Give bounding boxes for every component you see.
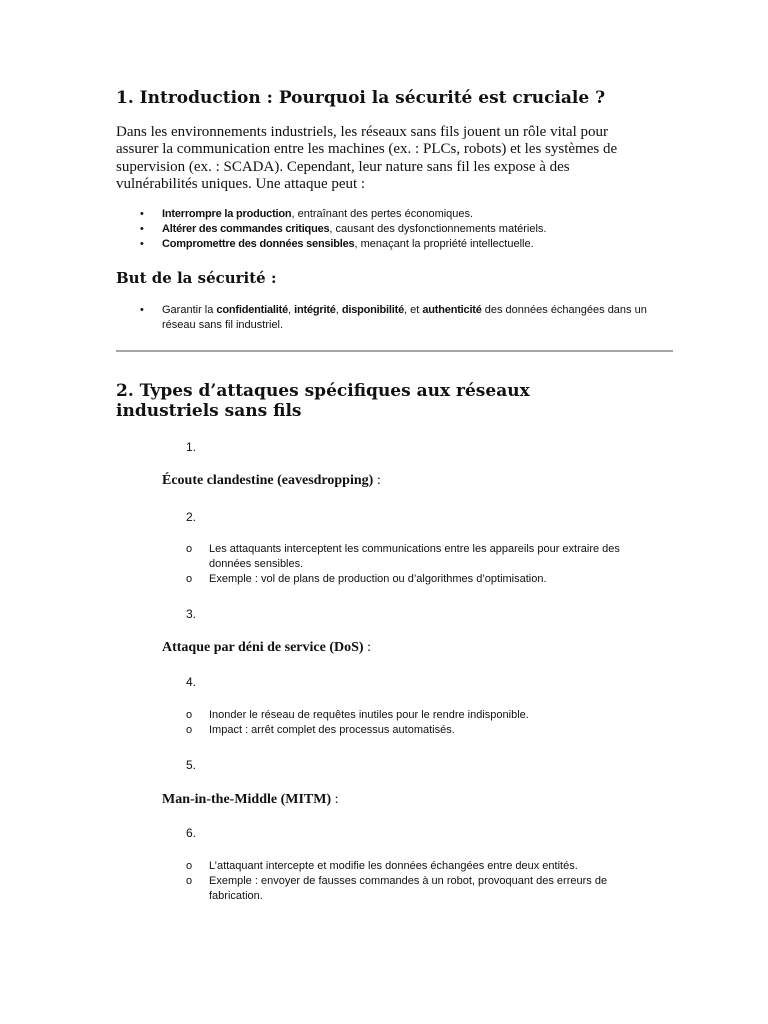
list-item: o L’attaquant intercepte et modifie les données échangées entre deux entités.: [186, 860, 578, 872]
list-number: 1.: [186, 440, 197, 454]
list-item: • Interrompre la production, entraînant des pertes économiques.: [140, 208, 474, 220]
circle-bullet-icon: o: [186, 724, 193, 736]
list-number: 6.: [186, 826, 197, 840]
list-number: 4.: [186, 675, 197, 689]
list-item: • Altérer des commandes critiques, causant des dysfonctionnements matériels.: [140, 223, 547, 235]
bullet-icon: •: [140, 208, 144, 220]
circle-bullet-icon: o: [186, 860, 193, 872]
list-item: • Compromettre des données sensibles, menaçant la propriété intellectuelle.: [140, 238, 534, 250]
list-number: 2.: [186, 510, 197, 524]
bullet-icon: •: [140, 223, 144, 235]
list-item: o Exemple : vol de plans de production ou d’algorithmes d’optimisation.: [186, 573, 547, 585]
circle-bullet-icon: o: [186, 709, 193, 721]
list-item: o Inonder le réseau de requêtes inutiles pour le rendre indisponible.: [186, 709, 529, 721]
impact-list: [116, 207, 676, 252]
circle-bullet-icon: o: [186, 573, 193, 585]
section2-heading: 2. Types d’attaques spécifiques aux réseaux industriels sans fils: [116, 381, 530, 421]
attack-details-list: [162, 542, 642, 587]
goal-heading: But de la sécurité :: [116, 269, 277, 287]
list-number: 5.: [186, 758, 197, 772]
intro-paragraph: Dans les environnements industriels, les réseaux sans fils jouent un rôle vital pour assurer la communication entre les machines (ex. : PLCs, robots) et les systèmes de supervision (ex. : SCADA). Cependant, leur nature sans fil les expose à des vulnérabilités uniques. Une attaque peut :: [116, 124, 618, 192]
list-item: o Les attaquants interceptent les communications entre les appareils pour extraire des données sensibles.: [186, 543, 620, 570]
horizontal-divider: [116, 350, 673, 352]
bullet-icon: •: [140, 304, 144, 316]
attack-title: Man-in-the-Middle (MITM) :: [162, 792, 339, 807]
circle-bullet-icon: o: [186, 875, 193, 887]
attack-title: Attaque par déni de service (DoS) :: [162, 640, 371, 655]
circle-bullet-icon: o: [186, 543, 193, 555]
list-item: • Garantir la confidentialité, intégrité, disponibilité, et authenticité des données échangées dans un réseau sans fil industriel.: [140, 304, 647, 331]
attack-details-list: [162, 708, 642, 738]
attack-title: Écoute clandestine (eavesdropping) :: [162, 473, 381, 488]
list-number: 3.: [186, 607, 197, 621]
goal-list: [116, 303, 656, 333]
list-item: o Impact : arrêt complet des processus automatisés.: [186, 724, 455, 736]
section1-heading: 1. Introduction : Pourquoi la sécurité est cruciale ?: [116, 88, 606, 108]
bullet-icon: •: [140, 238, 144, 250]
attack-details-list: [162, 859, 642, 904]
list-item: o Exemple : envoyer de fausses commandes à un robot, provoquant des erreurs de fabrication.: [186, 875, 608, 902]
